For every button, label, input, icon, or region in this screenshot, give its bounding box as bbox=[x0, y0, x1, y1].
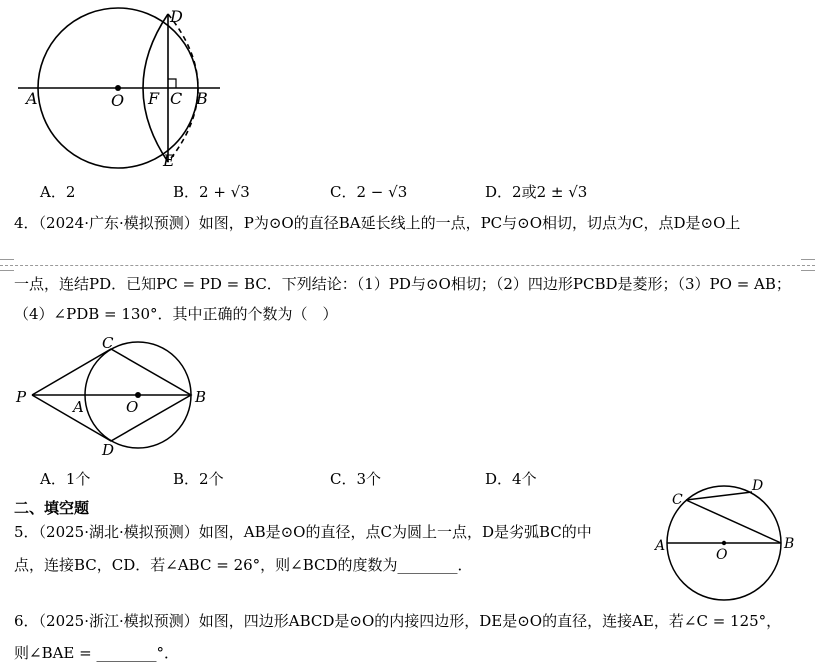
q4-line-3: （4）∠PDB = 130°．其中正确的个数为（ ） bbox=[14, 305, 338, 323]
label-o2: O bbox=[126, 398, 139, 416]
label-p: P bbox=[16, 388, 27, 406]
label-c2: C bbox=[102, 334, 114, 352]
label-b: B bbox=[196, 89, 208, 108]
section-2-title: 二、填空题 bbox=[14, 499, 90, 517]
label-a2: A bbox=[73, 398, 84, 416]
q6-line-2: 则∠BAE = ________°． bbox=[14, 644, 179, 662]
page-break-mark-left bbox=[0, 259, 14, 271]
q4-option-d[interactable]: D．4个 bbox=[485, 470, 537, 488]
q4-option-c[interactable]: C．3个 bbox=[330, 470, 382, 488]
q5-line-2: 点，连接BC，CD．若∠ABC = 26°，则∠BCD的度数为________． bbox=[14, 556, 473, 574]
label-d3: D bbox=[752, 478, 764, 494]
figure-rhombus-circle bbox=[10, 332, 220, 462]
q3-option-c[interactable]: C．2 − √3 bbox=[330, 183, 408, 201]
label-o: O bbox=[111, 91, 125, 110]
q4-option-b[interactable]: B．2个 bbox=[173, 470, 224, 488]
q4-option-a[interactable]: A．1个 bbox=[40, 470, 91, 488]
label-b2: B bbox=[195, 388, 207, 406]
line-bc bbox=[686, 500, 781, 543]
q5-line-1: 5．（2025·湖北·模拟预测）如图，AB是⊙O的直径，点C为圆上一点，D是劣弧BC的中 bbox=[14, 523, 592, 541]
label-c3: C bbox=[672, 492, 683, 508]
q3-option-a[interactable]: A．2 bbox=[40, 183, 76, 201]
label-f: F bbox=[148, 89, 160, 108]
center-dot-3 bbox=[722, 541, 726, 545]
label-a3: A bbox=[655, 538, 666, 554]
figure-circle-intersect bbox=[10, 0, 235, 172]
q6-line-1: 6．（2025·浙江·模拟预测）如图，四边形ABCD是⊙O的内接四边形，DE是⊙O的直径，连接AE，若∠C = 125°， bbox=[14, 612, 782, 630]
label-d2: D bbox=[102, 441, 115, 459]
label-d: D bbox=[170, 7, 183, 26]
label-a: A bbox=[26, 89, 38, 108]
figure-diameter-chords bbox=[650, 476, 800, 602]
label-e: E bbox=[163, 151, 175, 170]
q4-line-1: 4．（2024·广东·模拟预测）如图，P为⊙O的直径BA延长线上的一点，PC与⊙O相切，切点为C，点D是⊙O上 bbox=[14, 214, 741, 232]
page-break-mark-right bbox=[801, 259, 815, 271]
label-b3: B bbox=[784, 536, 795, 552]
q4-line-2: 一点，连结PD．已知PC = PD = BC．下列结论：（1）PD与⊙O相切；（2）四边形PCBD是菱形；（3）PO = AB； bbox=[14, 275, 791, 293]
right-angle-mark bbox=[168, 79, 176, 88]
label-o3: O bbox=[716, 547, 728, 563]
label-c: C bbox=[170, 89, 183, 108]
q3-option-b[interactable]: B．2 + √3 bbox=[173, 183, 250, 201]
page-break-divider bbox=[0, 265, 815, 266]
q3-option-d[interactable]: D．2或2 ± √3 bbox=[485, 183, 588, 201]
